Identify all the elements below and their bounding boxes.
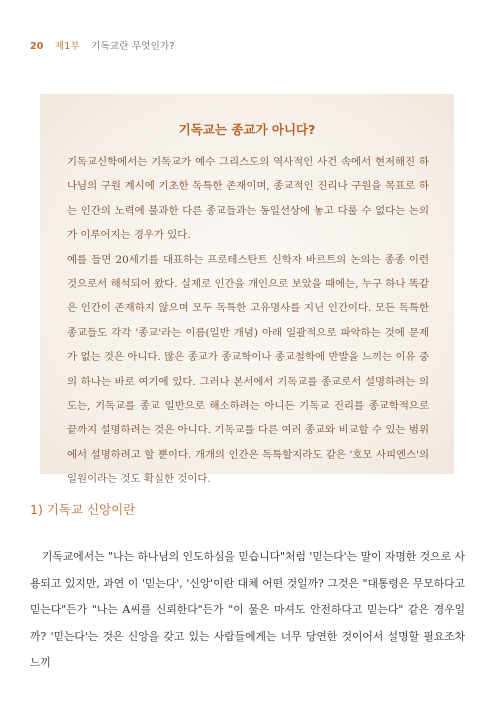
body-paragraph: 기독교에서는 "나는 하나님의 인도하심을 믿습니다"처럼 '믿는다'는 말이 자명한 것으로 사용되고 있지만, 과연 이 '믿는다', '신앙'이란 대체 어떤 것일까? 그것은 "대통령은 무모하다고 믿는다"든가 "나는 A씨를 신뢰한다"든가 "이 물은 마셔도 안전하다고 믿는다" 같은 경우일까? '믿는다'는 것은 신앙을 갖고 있는 사람들에게는 너무 당연한 것이어서 설명할 필요조차 느끼 bbox=[30, 550, 465, 670]
page-number: 20 bbox=[30, 41, 44, 52]
running-head bbox=[30, 38, 175, 52]
part-label: 제1부 bbox=[54, 41, 80, 52]
chapter-title: 기독교란 무엇인가? bbox=[91, 41, 175, 52]
box-title: 기독교는 종교가 아니다? bbox=[178, 122, 316, 137]
box-body bbox=[67, 150, 429, 492]
sidebar-box bbox=[40, 94, 454, 486]
body-text bbox=[30, 544, 465, 677]
section-heading: 1) 기독교 신앙이란 bbox=[30, 502, 136, 517]
box-paragraph: 기독교신학에서는 기독교가 예수 그리스도의 역사적인 사건 속에서 현저해진 하나님의 구원 계시에 기초한 독특한 존재이며, 종교적인 진리나 구원을 목표로 하는 인간의 노력에 불과한 다른 종교들과는 동일선상에 놓고 다룰 수 없다는 논의가 이루어지는 경우가 있다. bbox=[67, 156, 429, 242]
box-paragraph: 예를 들면 20세기를 대표하는 프로테스탄트 신학자 바르트의 논의는 종종 이런 것으로서 해석되어 왔다. 실제로 인간을 개인으로 보았을 때에는, 누구 하나 똑같은 인간이 존재하지 않으며 모두 독특한 고유명사를 지닌 인간이다. 모든 독특한 종교들도 각각 '종교'라는 이름(일반 개념) 아래 일괄적으로 파악하는 것에 문제가 없는 것은 아니다. 많은 종교가 종교학이나 종교철학에 반발을 느끼는 이유 중의 하나는 바로 여기에 있다. 그러나 본서에서 기독교를 종교로서 설명하려는 의도는, 기독교를 종교 일반으로 해소하려는 아니든 기독교 진리를 종교학적으로 끝까지 설명하려는 것은 아니다. 기독교를 다른 여러 종교와 비교할 수 있는 범위에서 설명하려고 할 뿐이다. 개개의 인간은 독특할지라도 같은 '호모 사피엔스'의 일원이라는 것도 확실한 것이다. bbox=[67, 253, 429, 486]
